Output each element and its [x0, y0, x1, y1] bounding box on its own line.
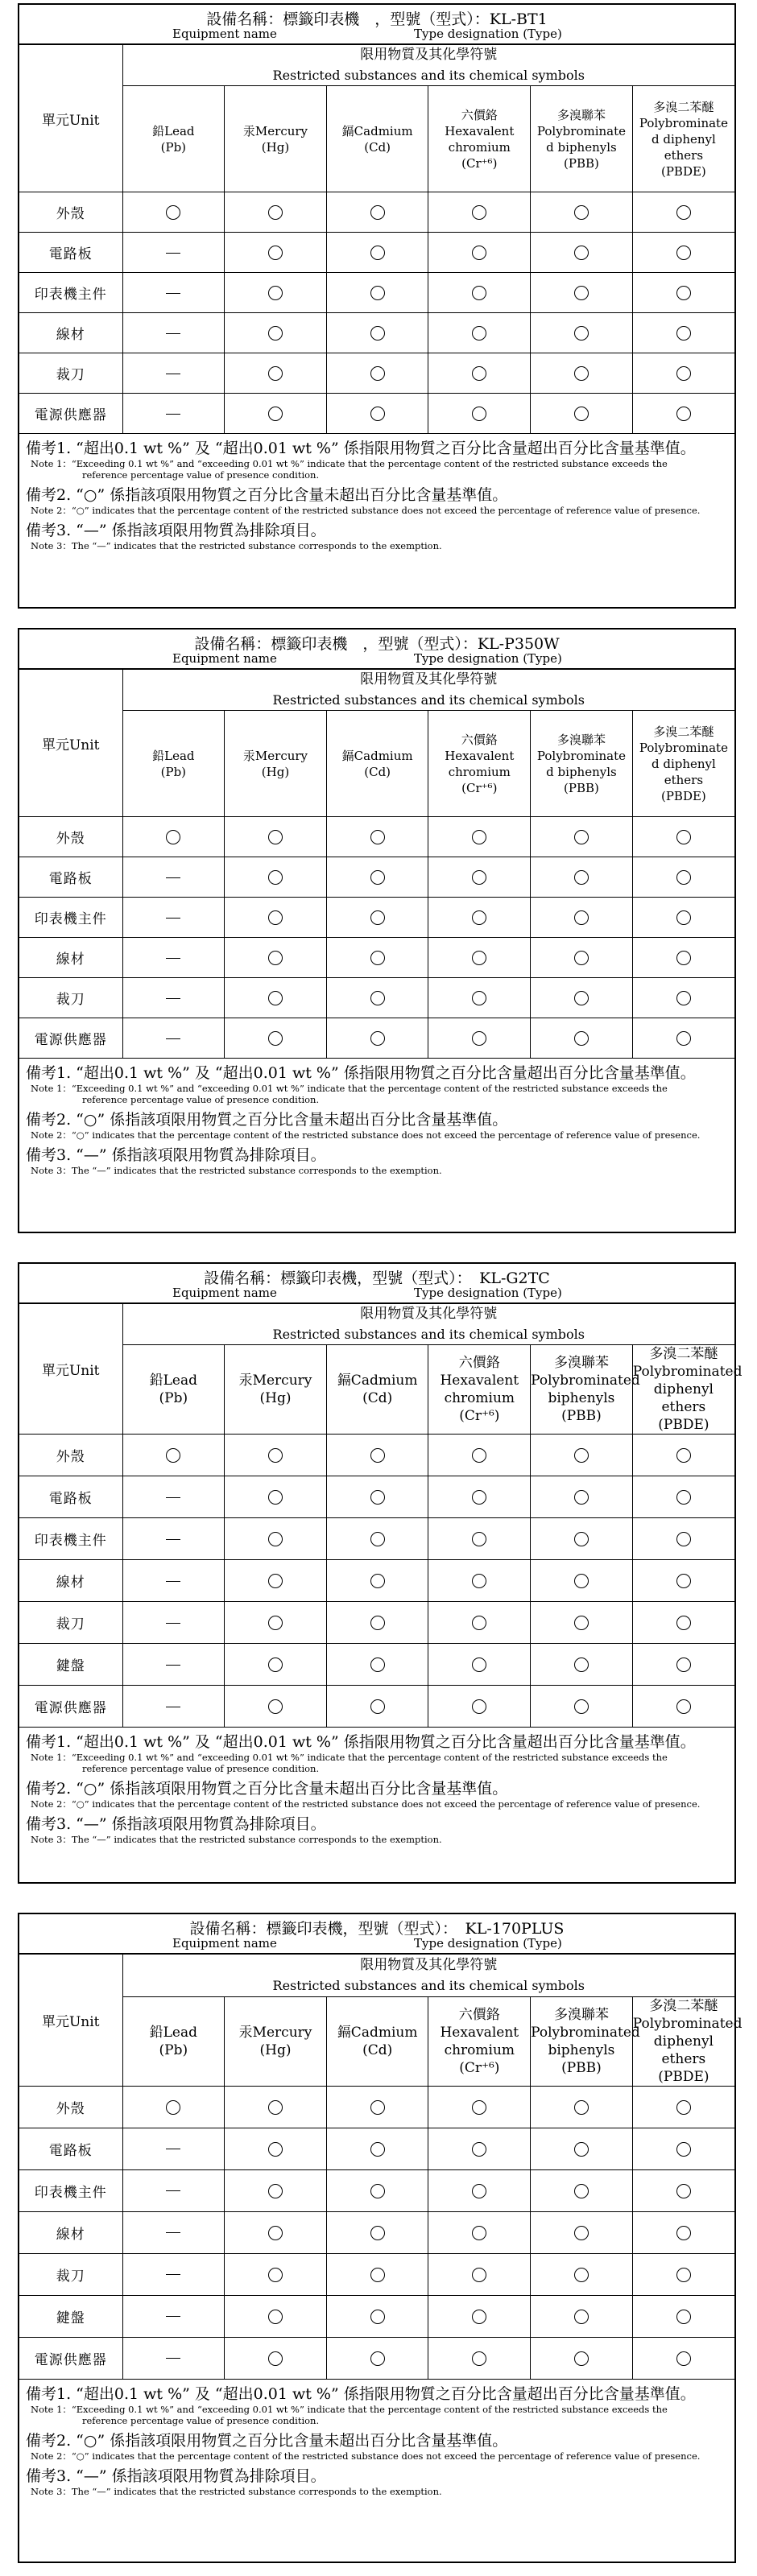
- substances-title: 限用物質及其化學符號 Restricted substances and its chemical symbols: [122, 1304, 734, 1345]
- circle-icon: [574, 1616, 589, 1630]
- col-mercury: 汞Mercury (Hg): [225, 711, 327, 817]
- col-hexavalent-chromium: 六價鉻 Hexavalent chromium (Cr⁺⁶): [428, 711, 531, 817]
- note-2-en: Note 2：“○” indicates that the percentage content of the restricted substance does not exceed the percentage of reference value of presence.: [31, 1798, 701, 1810]
- circle-icon: [574, 2351, 589, 2366]
- row-power-supply: 電源供應器: [19, 1686, 122, 1728]
- col-pbde: 多溴二苯醚 Polybrominated diphenyl ethers (PBDE): [632, 1997, 743, 2085]
- circle-icon: [574, 326, 589, 341]
- substances-title: 限用物質及其化學符號 Restricted substances and its chemical symbols: [122, 670, 734, 711]
- note-3-zh: 備考3. “—” 係指該項限用物質為排除項目。: [26, 2467, 326, 2485]
- circle-icon: [268, 1532, 283, 1546]
- circle-icon: [574, 2142, 589, 2157]
- circle-icon: [472, 2226, 486, 2240]
- circle-icon: [370, 1574, 385, 1588]
- circle-icon: [676, 1031, 691, 1046]
- circle-icon: [268, 2100, 283, 2115]
- circle-icon: [472, 1699, 486, 1714]
- circle-icon: [676, 1574, 691, 1588]
- circle-icon: [370, 1532, 385, 1546]
- unit-header: 單元Unit: [19, 1955, 122, 2086]
- circle-icon: [268, 2351, 283, 2366]
- dash-icon: [166, 1581, 180, 1582]
- circle-icon: [370, 1031, 385, 1046]
- dash-icon: [166, 2190, 180, 2191]
- circle-icon: [370, 326, 385, 341]
- circle-icon: [676, 870, 691, 885]
- circle-icon: [676, 205, 691, 220]
- circle-icon: [268, 366, 283, 381]
- circle-icon: [268, 1031, 283, 1046]
- circle-icon: [472, 2268, 486, 2282]
- circle-icon: [268, 2268, 283, 2282]
- circle-icon: [574, 246, 589, 260]
- row-printer-body: 印表機主件: [19, 273, 122, 313]
- circle-icon: [676, 2100, 691, 2115]
- note-1-en: Note 1：“Exceeding 0.1 wt %” and “exceeding 0.01 wt %” indicate that the percentage content of the restricted substance exceeds the reference percentage value of presence condition.: [31, 2403, 668, 2426]
- circle-icon: [574, 286, 589, 300]
- circle-icon: [268, 407, 283, 421]
- circle-icon: [166, 2100, 180, 2115]
- note-3-zh: 備考3. “—” 係指該項限用物質為排除項目。: [26, 522, 326, 539]
- equipment-title: 設備名稱：標籤印表機 ，型號（型式）：KL-BT1: [206, 10, 548, 28]
- panel-header: [19, 630, 734, 670]
- note-1-zh: 備考1. “超出0.1 wt %” 及 “超出0.01 wt %” 係指限用物質之百分比含量超出百分比含量基準值。: [26, 440, 696, 457]
- circle-icon: [472, 246, 486, 260]
- circle-icon: [676, 1699, 691, 1714]
- note-1-zh: 備考1. “超出0.1 wt %” 及 “超出0.01 wt %” 係指限用物質之百分比含量超出百分比含量基準值。: [26, 1733, 696, 1751]
- dash-icon: [166, 1623, 180, 1624]
- col-pbde: 多溴二苯醚 Polybrominate d diphenyl ethers (PBDE): [632, 86, 734, 192]
- circle-icon: [574, 1657, 589, 1672]
- col-cadmium: 鎘Cadmium (Cd): [326, 86, 428, 192]
- circle-icon: [574, 991, 589, 1005]
- row-housing: 外殼: [19, 192, 122, 233]
- circle-icon: [676, 830, 691, 844]
- row-circuit-board: 電路板: [19, 233, 122, 273]
- circle-icon: [370, 246, 385, 260]
- circle-icon: [676, 1616, 691, 1630]
- circle-icon: [676, 951, 691, 965]
- circle-icon: [574, 366, 589, 381]
- circle-icon: [370, 407, 385, 421]
- substances-title: 限用物質及其化學符號 Restricted substances and its chemical symbols: [122, 1955, 734, 1996]
- circle-icon: [574, 2268, 589, 2282]
- panel-header: [19, 5, 734, 45]
- col-lead: 鉛Lead (Pb): [122, 1345, 225, 1435]
- circle-icon: [370, 2351, 385, 2366]
- circle-icon: [472, 951, 486, 965]
- circle-icon: [472, 1448, 486, 1463]
- circle-icon: [574, 205, 589, 220]
- circle-icon: [268, 1657, 283, 1672]
- circle-icon: [574, 2100, 589, 2115]
- circle-icon: [370, 1699, 385, 1714]
- circle-icon: [676, 2142, 691, 2157]
- circle-icon: [268, 1699, 283, 1714]
- col-pbb: 多溴聯苯 Polybrominated biphenyls (PBB): [531, 1345, 633, 1435]
- equipment-title: 設備名稱：標籤印表機，型號（型式）： KL-G2TC: [204, 1269, 550, 1287]
- dash-icon: [166, 1539, 180, 1540]
- dash-icon: [166, 958, 180, 959]
- unit-header: 單元Unit: [19, 45, 122, 192]
- row-printer-body: 印表機主件: [19, 2169, 122, 2211]
- circle-icon: [370, 2268, 385, 2282]
- circle-icon: [268, 951, 283, 965]
- circle-icon: [472, 2142, 486, 2157]
- circle-icon: [370, 366, 385, 381]
- rohs-panel-kl-bt1: [18, 3, 736, 609]
- circle-icon: [676, 991, 691, 1005]
- note-2-en: Note 2：“○” indicates that the percentage content of the restricted substance does not exceed the percentage of reference value of presence.: [31, 1129, 701, 1141]
- note-3-zh: 備考3. “—” 係指該項限用物質為排除項目。: [26, 1815, 326, 1833]
- note-1-en: Note 1：“Exceeding 0.1 wt %” and “exceeding 0.01 wt %” indicate that the percentage content of the restricted substance exceeds the reference percentage value of presence condition.: [31, 458, 668, 481]
- circle-icon: [676, 1490, 691, 1505]
- circle-icon: [676, 2226, 691, 2240]
- circle-icon: [676, 1448, 691, 1463]
- circle-icon: [268, 2226, 283, 2240]
- circle-icon: [370, 870, 385, 885]
- circle-icon: [472, 2351, 486, 2366]
- col-hexavalent-chromium: 六價鉻 Hexavalent chromium (Cr⁺⁶): [428, 1996, 531, 2086]
- type-designation-en: Type designation (Type): [414, 1286, 562, 1300]
- substance-table: [19, 670, 734, 1059]
- col-pbde: 多溴二苯醚 Polybrominated diphenyl ethers (PBDE): [632, 1346, 743, 1433]
- circle-icon: [472, 1574, 486, 1588]
- circle-icon: [574, 1448, 589, 1463]
- rohs-panel-kl-170plus: [18, 1913, 743, 2563]
- circle-icon: [370, 951, 385, 965]
- circle-icon: [268, 870, 283, 885]
- circle-icon: [370, 2226, 385, 2240]
- circle-icon: [676, 286, 691, 300]
- panel-header: [19, 1914, 734, 1955]
- note-1-en: Note 1：“Exceeding 0.1 wt %” and “exceeding 0.01 wt %” indicate that the percentage content of the restricted substance exceeds the reference percentage value of presence condition.: [31, 1752, 668, 1774]
- note-1-zh: 備考1. “超出0.1 wt %” 及 “超出0.01 wt %” 係指限用物質之百分比含量超出百分比含量基準值。: [26, 2384, 696, 2403]
- dash-icon: [166, 1038, 180, 1039]
- note-3-zh: 備考3. “—” 係指該項限用物質為排除項目。: [26, 1146, 326, 1164]
- circle-icon: [472, 830, 486, 844]
- equipment-title: 設備名稱：標籤印表機，型號（型式）： KL-170PLUS: [189, 1920, 565, 1938]
- row-cutter: 裁刀: [19, 353, 122, 394]
- note-2-en: Note 2：“○” indicates that the percentage content of the restricted substance does not exceed the percentage of reference value of presence.: [31, 2450, 701, 2462]
- col-hexavalent-chromium: 六價鉻 Hexavalent chromium (Cr⁺⁶): [428, 86, 531, 192]
- dash-icon: [166, 2316, 180, 2317]
- circle-icon: [574, 870, 589, 885]
- dash-icon: [166, 998, 180, 999]
- circle-icon: [166, 1448, 180, 1463]
- circle-icon: [268, 2142, 283, 2157]
- circle-icon: [370, 2100, 385, 2115]
- col-pbde: 多溴二苯醚 Polybrominate d diphenyl ethers (PBDE): [632, 711, 734, 817]
- circle-icon: [370, 910, 385, 925]
- circle-icon: [268, 830, 283, 844]
- row-housing: 外殼: [19, 1435, 122, 1476]
- row-cutter: 裁刀: [19, 2253, 122, 2295]
- circle-icon: [472, 870, 486, 885]
- circle-icon: [472, 2184, 486, 2198]
- circle-icon: [370, 205, 385, 220]
- dash-icon: [166, 253, 180, 254]
- circle-icon: [370, 286, 385, 300]
- note-2-en: Note 2：“○” indicates that the percentage content of the restricted substance does not exceed the percentage of reference value of presence.: [31, 505, 701, 516]
- equipment-name-en: Equipment name: [172, 1286, 277, 1300]
- circle-icon: [574, 1574, 589, 1588]
- circle-icon: [472, 286, 486, 300]
- note-3-en: Note 3：The “—” indicates that the restricted substance corresponds to the exemption.: [31, 2485, 442, 2497]
- dash-icon: [166, 414, 180, 415]
- circle-icon: [574, 830, 589, 844]
- row-power-supply: 電源供應器: [19, 1018, 122, 1059]
- circle-icon: [676, 2310, 691, 2324]
- row-printer-body: 印表機主件: [19, 1518, 122, 1560]
- circle-icon: [472, 1616, 486, 1630]
- circle-icon: [574, 910, 589, 925]
- type-designation-en: Type designation (Type): [414, 1936, 562, 1951]
- circle-icon: [676, 1532, 691, 1546]
- circle-icon: [472, 407, 486, 421]
- circle-icon: [472, 1490, 486, 1505]
- col-cadmium: 鎘Cadmium (Cd): [326, 711, 428, 817]
- substances-title: 限用物質及其化學符號 Restricted substances and its chemical symbols: [122, 45, 734, 86]
- rohs-panel-kl-p350w: [18, 628, 736, 1233]
- note-3-en: Note 3：The “—” indicates that the restricted substance corresponds to the exemption.: [31, 1834, 442, 1845]
- col-mercury: 汞Mercury (Hg): [225, 1345, 327, 1435]
- col-mercury: 汞Mercury (Hg): [225, 86, 327, 192]
- note-2-zh: 備考2. “○” 係指該項限用物質之百分比含量未超出百分比含量基準值。: [26, 1780, 508, 1798]
- cell-ok: [122, 192, 225, 233]
- col-lead: 鉛Lead (Pb): [122, 86, 225, 192]
- notes-block: [19, 434, 734, 551]
- notes-block: [19, 1728, 734, 1845]
- row-power-supply: 電源供應器: [19, 394, 122, 434]
- circle-icon: [268, 205, 283, 220]
- col-cadmium: 鎘Cadmium (Cd): [326, 1996, 428, 2086]
- rohs-panel-kl-g2tc: [18, 1262, 743, 1884]
- circle-icon: [370, 2310, 385, 2324]
- circle-icon: [472, 205, 486, 220]
- circle-icon: [472, 2100, 486, 2115]
- row-keyboard: 鍵盤: [19, 2295, 122, 2337]
- type-designation-en: Type designation (Type): [414, 651, 562, 666]
- circle-icon: [472, 910, 486, 925]
- circle-icon: [472, 366, 486, 381]
- dash-icon: [166, 293, 180, 294]
- circle-icon: [574, 1699, 589, 1714]
- circle-icon: [268, 2184, 283, 2198]
- note-2-zh: 備考2. “○” 係指該項限用物質之百分比含量未超出百分比含量基準值。: [26, 1111, 508, 1129]
- circle-icon: [676, 366, 691, 381]
- circle-icon: [268, 1616, 283, 1630]
- circle-icon: [268, 991, 283, 1005]
- note-1-en: Note 1：“Exceeding 0.1 wt %” and “exceeding 0.01 wt %” indicate that the percentage content of the restricted substance exceeds the reference percentage value of presence condition.: [31, 1083, 668, 1105]
- substance-table: [19, 45, 734, 434]
- row-cable: 線材: [19, 1560, 122, 1602]
- note-2-zh: 備考2. “○” 係指該項限用物質之百分比含量未超出百分比含量基準值。: [26, 2431, 508, 2450]
- circle-icon: [676, 246, 691, 260]
- dash-icon: [166, 1665, 180, 1666]
- circle-icon: [472, 326, 486, 341]
- dash-icon: [166, 1497, 180, 1498]
- circle-icon: [268, 1574, 283, 1588]
- circle-icon: [574, 1031, 589, 1046]
- note-3-en: Note 3：The “—” indicates that the restricted substance corresponds to the exemption.: [31, 1165, 442, 1176]
- row-cutter: 裁刀: [19, 1602, 122, 1644]
- circle-icon: [676, 2268, 691, 2282]
- circle-icon: [574, 1532, 589, 1546]
- circle-icon: [574, 2310, 589, 2324]
- col-pbb: 多溴聯苯 Polybrominated biphenyls (PBB): [531, 1996, 633, 2086]
- circle-icon: [268, 246, 283, 260]
- circle-icon: [472, 1031, 486, 1046]
- circle-icon: [574, 2226, 589, 2240]
- circle-icon: [676, 407, 691, 421]
- equipment-name-en: Equipment name: [172, 1936, 277, 1951]
- col-pbb: 多溴聯苯 Polybrominate d biphenyls (PBB): [531, 86, 633, 192]
- row-circuit-board: 電路板: [19, 2128, 122, 2169]
- circle-icon: [370, 1448, 385, 1463]
- circle-icon: [472, 2310, 486, 2324]
- col-lead: 鉛Lead (Pb): [122, 711, 225, 817]
- circle-icon: [574, 2184, 589, 2198]
- circle-icon: [268, 910, 283, 925]
- equipment-name-en: Equipment name: [172, 27, 277, 41]
- row-cutter: 裁刀: [19, 978, 122, 1018]
- circle-icon: [370, 2184, 385, 2198]
- circle-icon: [268, 1490, 283, 1505]
- row-keyboard: 鍵盤: [19, 1644, 122, 1686]
- circle-icon: [268, 286, 283, 300]
- circle-icon: [676, 326, 691, 341]
- circle-icon: [574, 407, 589, 421]
- unit-header: 單元Unit: [19, 1304, 122, 1435]
- row-cable: 線材: [19, 313, 122, 353]
- circle-icon: [472, 991, 486, 1005]
- circle-icon: [574, 951, 589, 965]
- circle-icon: [676, 2184, 691, 2198]
- row-power-supply: 電源供應器: [19, 2337, 122, 2379]
- row-housing: 外殼: [19, 817, 122, 857]
- circle-icon: [472, 1657, 486, 1672]
- row-housing: 外殼: [19, 2086, 122, 2128]
- circle-icon: [166, 830, 180, 844]
- note-1-zh: 備考1. “超出0.1 wt %” 及 “超出0.01 wt %” 係指限用物質之百分比含量超出百分比含量基準值。: [26, 1064, 696, 1082]
- substance-table: [19, 1304, 743, 1728]
- dash-icon: [166, 2232, 180, 2233]
- col-cadmium: 鎘Cadmium (Cd): [326, 1345, 428, 1435]
- notes-block: [19, 2380, 734, 2497]
- row-circuit-board: 電路板: [19, 1476, 122, 1518]
- note-2-zh: 備考2. “○” 係指該項限用物質之百分比含量未超出百分比含量基準值。: [26, 486, 508, 504]
- circle-icon: [166, 205, 180, 220]
- circle-icon: [370, 1490, 385, 1505]
- dash-icon: [166, 333, 180, 334]
- circle-icon: [370, 1657, 385, 1672]
- type-designation-en: Type designation (Type): [414, 27, 562, 41]
- substance-table: [19, 1955, 743, 2380]
- circle-icon: [370, 830, 385, 844]
- notes-block: [19, 1059, 734, 1176]
- col-lead: 鉛Lead (Pb): [122, 1996, 225, 2086]
- circle-icon: [676, 2351, 691, 2366]
- col-mercury: 汞Mercury (Hg): [225, 1996, 327, 2086]
- circle-icon: [574, 1490, 589, 1505]
- panel-header: [19, 1264, 734, 1304]
- circle-icon: [472, 1532, 486, 1546]
- row-cable: 線材: [19, 2211, 122, 2253]
- dash-icon: [166, 2358, 180, 2359]
- circle-icon: [370, 2142, 385, 2157]
- dash-icon: [166, 877, 180, 878]
- circle-icon: [268, 326, 283, 341]
- row-circuit-board: 電路板: [19, 857, 122, 898]
- row-printer-body: 印表機主件: [19, 898, 122, 938]
- dash-icon: [166, 2274, 180, 2275]
- dash-icon: [166, 918, 180, 919]
- circle-icon: [370, 1616, 385, 1630]
- col-pbb: 多溴聯苯 Polybrominate d biphenyls (PBB): [531, 711, 633, 817]
- circle-icon: [268, 2310, 283, 2324]
- circle-icon: [676, 910, 691, 925]
- circle-icon: [370, 991, 385, 1005]
- circle-icon: [268, 1448, 283, 1463]
- row-cable: 線材: [19, 938, 122, 978]
- circle-icon: [676, 1657, 691, 1672]
- note-3-en: Note 3：The “—” indicates that the restricted substance corresponds to the exemption.: [31, 540, 442, 551]
- equipment-title: 設備名稱：標籤印表機 ，型號（型式）：KL-P350W: [194, 635, 560, 653]
- unit-header: 單元Unit: [19, 670, 122, 817]
- col-hexavalent-chromium: 六價鉻 Hexavalent chromium (Cr⁺⁶): [428, 1345, 531, 1435]
- equipment-name-en: Equipment name: [172, 651, 277, 666]
